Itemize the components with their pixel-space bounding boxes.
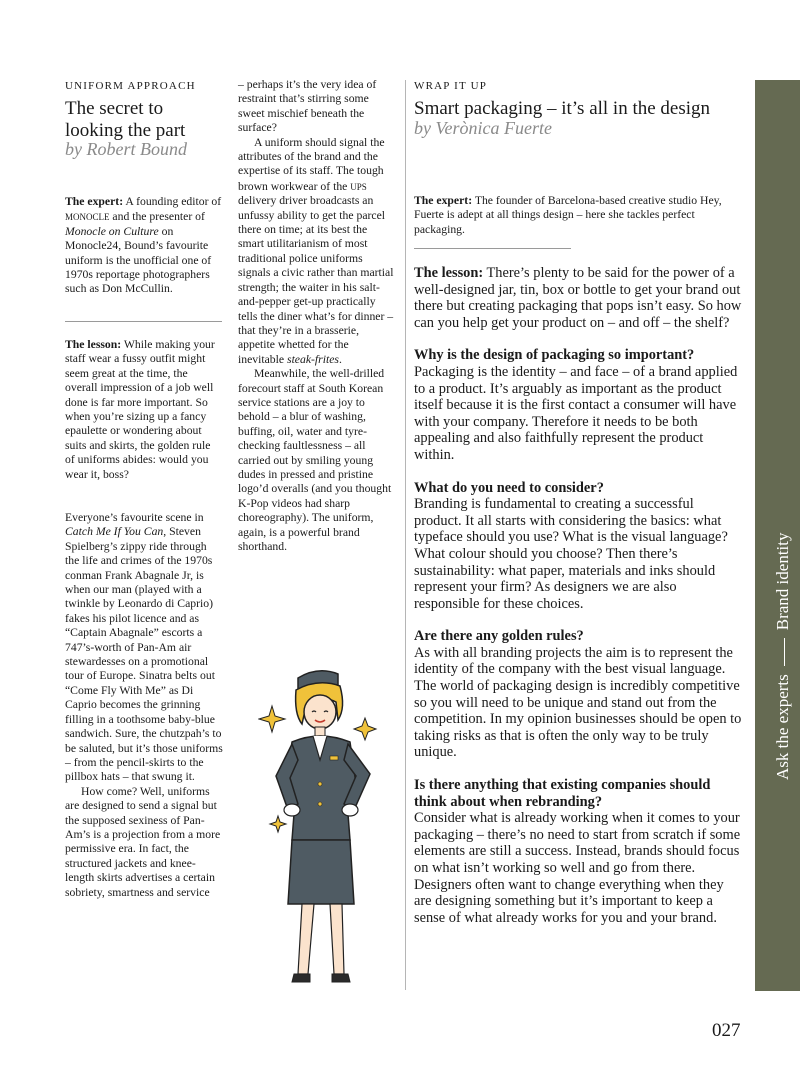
qa-question: Why is the design of packaging so important? [414,347,695,364]
section-topic: Brand identity [773,532,792,631]
qa-question: Are there any golden rules? [414,628,584,645]
body-paragraph: – perhaps it’s the very idea of restraint that’s stirring some sweet mischief beneath the surface? [238,78,377,135]
left-expert-label: The expert: [65,195,124,208]
body-paragraph: Everyone’s favourite scene in Catch Me If You Can, Steven Spielberg’s zippy ride through the life and crimes of the 1970s conman Frank Abagnale Jr, is when our man (played with a twinkle by Leonardo di Caprio) fakes his pilot licence and as “Captain Abagnale” escorts a 747’s-worth of Pan-Am air stewardesses on a promotional tour of Europe. Sinatra belts out “Come Fly With Me” as Di Caprio becomes the grinning filling in a toothsome baby-blue sandwich. Sure, the chutzpah’s to be saluted, but it’s those uniforms – from the pencil-skirts to the pillbox hats – that swung it. [65,511,223,784]
section-label [773,533,793,781]
face [304,695,336,729]
left-body-col1 [65,511,223,900]
right-expert: The expert: The founder of Barcelona-based creative studio Hey, Fuerte is adept at all things design – here she tackles perfect packaging. [414,194,722,236]
left-divider [65,321,222,322]
right-divider [414,248,571,249]
right-byline: by Verònica Fuerte [414,118,552,138]
right-title: Smart packaging – it’s all in the design [414,98,711,119]
right-expert-label: The expert: [414,194,473,207]
stewardess-illustration [258,664,398,996]
shoes [292,974,350,982]
left-body-col2 [238,78,396,554]
section-name: Ask the experts [773,674,792,780]
qa-answer: Consider what is already working when it comes to your packaging – there’s no need to start from scratch if some elements are still a success. Instead, brands should focus on what isn’t working so well and go from there. Designers often want to change everything when they are designing something but it’s important to keep a sense of what already works for you and your brand. [414,810,741,926]
body-paragraph: A uniform should signal the attributes of the brand and the expertise of its staff. The tough brown workwear of the ups delivery driver broadcasts an unfussy ability to get the parcel there on time; at its best the smart utilitarianism of most traditional police uniforms signals a civic rather than martial strength; the waiter in his salt-and-pepper get-up practically tells the diner what’s for dinner – that they’re in a brasserie, appetite whetted for the inevitable steak-frites. [238,135,394,366]
body-paragraph: Meanwhile, the well-drilled forecourt staff at South Korean service stations are a joy to behold – a blur of washing, buffing, oil, water and tyre-checking faultlessness – all carried out by smiling young dudes in pressed and pristine logo’d overalls (and you thought K-Pop videos had sharp choreography). The uniform, again, is a powerful brand shorthand. [238,367,392,553]
left-byline: by Robert Bound [65,139,187,159]
right-lesson: The lesson: There’s plenty to be said for the power of a well-designed jar, tin, box or bottle to get your brand out there but creating packaging that pops isn’t easy. So how can you help get your product on – and off – the shelf? [414,265,742,331]
right-body [414,265,744,926]
qa-answer: Branding is fundamental to creating a successful product. It all starts with considering the basics: what typeface should you use? What is the visual language? What colour should you choose? Then there’s sustainability: what paper, materials and inks should represent your firm? As designers we are also responsible for these choices. [414,496,728,612]
left-lesson-label: The lesson: [65,338,122,351]
left-title: The secret to looking the part [65,98,186,141]
left-expert: The expert: A founding editor of monocle and the presenter of Monocle on Culture on Monocle24, Bound’s favourite uniform is the unofficial one of 1970s reportage photographers such as Don McCullin. [65,195,222,296]
left-kicker: UNIFORM APPROACH [65,80,196,92]
section-sidebar [755,80,800,991]
column-divider [405,80,406,990]
body-paragraph: How come? Well, uniforms are designed to send a signal but the supposed sexiness of Pan-Am’s is a projection from a more permissive era. In fact, the structured jackets and knee-length skirts advertises a certain sobriety, smartness and service [65,784,221,899]
left-lesson: The lesson: While making your staff wear a fussy outfit might seem great at the time, the overall impression of a job well done is far more important. So when you’re sizing up a fancy epaulette or wondering about suits and skirts, the golden rule of uniforms abides: would you wear it, boss? [65,338,215,481]
qa-answer: Packaging is the identity – and face – of a brand applied to a product. It’s arguably as important as the product itself because it is the first contact a consumer will have with your company. Therefore it needs to be both appealing and also faithfully represent the product within. [414,363,738,463]
right-kicker: WRAP IT UP [414,80,488,92]
qa-question: What do you need to consider? [414,479,604,496]
qa-question: Is there anything that existing companies should think about when rebranding? [414,777,711,810]
page-number: 027 [712,1020,741,1041]
skirt [288,840,354,904]
section-dash [784,638,785,666]
qa-answer: As with all branding projects the aim is to represent the identity of the company with the best visual language. The world of packaging design is incredibly competitive so you will need to be unique and stand out from the competition. In my opinion businesses should be open to taking risks as that is often the only way to be truly unique. [414,644,742,761]
